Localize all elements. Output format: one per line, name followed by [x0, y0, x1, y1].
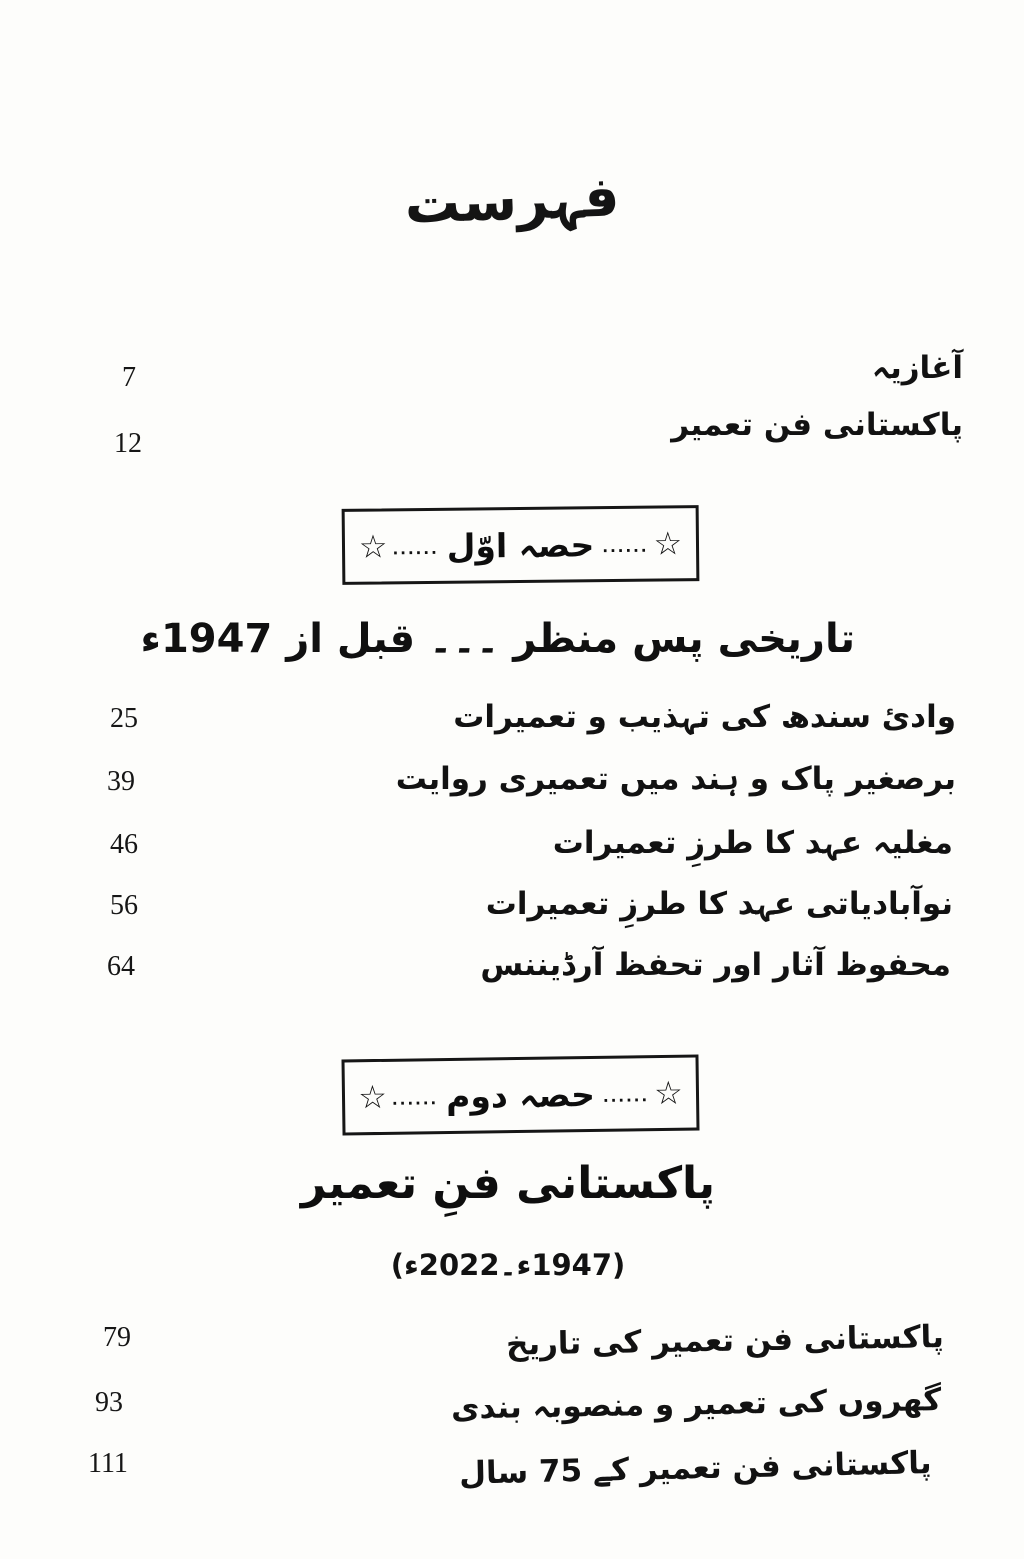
- toc-entry-page: 7: [122, 362, 136, 393]
- toc-entry-label: وادیٔ سندھ کی تہذیب و تعمیرات: [453, 699, 956, 735]
- toc-entry-page: 39: [107, 766, 135, 797]
- star-icon: ☆: [653, 1073, 684, 1113]
- toc-entry-label: آغازیہ: [871, 350, 963, 386]
- part2-year-range: (1947ء۔2022ء): [390, 1248, 626, 1282]
- toc-entry-label: پاکستانی فن تعمیر کی تاریخ: [505, 1319, 945, 1363]
- star-icon: ☆: [357, 1077, 388, 1117]
- toc-entry-label: گھروں کی تعمیر و منصوبہ بندی: [450, 1382, 942, 1427]
- dotted-rule: ......: [391, 1090, 439, 1109]
- toc-entry-label: برصغیر پاک و ہند میں تعمیری روایت: [395, 761, 956, 797]
- toc-entry-page: 111: [88, 1448, 128, 1479]
- part1-heading: تاریخی پس منظر ۔۔۔ قبل از 1947ء: [140, 616, 855, 662]
- toc-entry-label: پاکستانی فن تعمیر کے 75 سال: [459, 1445, 933, 1492]
- toc-entry-page: 12: [114, 428, 142, 459]
- toc-entry-page: 93: [95, 1387, 123, 1418]
- toc-entry-page: 79: [103, 1322, 131, 1353]
- star-icon: ☆: [358, 527, 388, 566]
- toc-entry-page: 56: [110, 890, 138, 921]
- part1-header-box: [342, 505, 700, 585]
- part2-heading: پاکستانی فنِ تعمیر: [300, 1158, 716, 1209]
- part2-header-box: [341, 1055, 699, 1136]
- toc-entry-label: پاکستانی فن تعمیر: [671, 407, 963, 443]
- toc-entry-page: 64: [107, 951, 135, 982]
- dotted-rule: ......: [602, 1087, 650, 1106]
- page-title: فہرست: [403, 164, 621, 236]
- toc-entry-page: 46: [110, 829, 138, 860]
- dotted-rule: ......: [602, 537, 649, 557]
- part1-label: حصہ اوّل: [446, 524, 595, 566]
- toc-entry-page: 25: [110, 703, 138, 734]
- dotted-rule: ......: [392, 539, 439, 559]
- toc-entry-label: مغلیہ عہد کا طرزِ تعمیرات: [552, 825, 953, 861]
- part2-label: حصہ دوم: [445, 1074, 596, 1116]
- toc-entry-label: نوآبادیاتی عہد کا طرزِ تعمیرات: [485, 886, 953, 922]
- toc-entry-label: محفوظ آثار اور تحفظ آرڈیننس: [480, 947, 951, 983]
- star-icon: ☆: [653, 524, 683, 563]
